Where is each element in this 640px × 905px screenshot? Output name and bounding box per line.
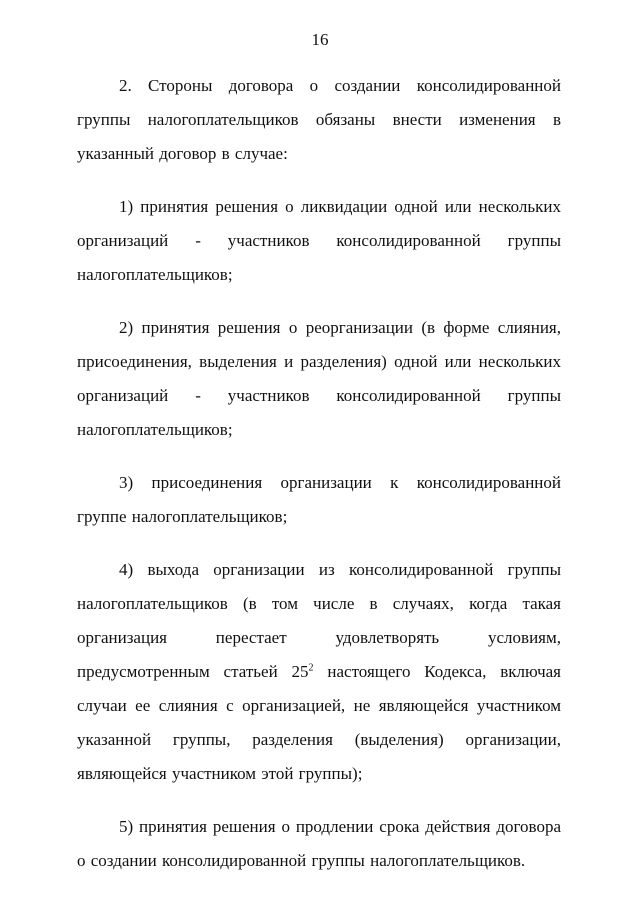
list-item-1: 1) принятия решения о ликвидации одной или нескольких организаций - участников консолидированной группы налогоплательщиков; [77,197,561,284]
paragraph-2-intro: 2. Стороны договора о создании консолидированной группы налогоплательщиков обязаны внести изменения в указанный договор в случае: [77,76,561,163]
list-item-4-text-end: настоящего Кодекса, включая случаи ее слияния с организацией, не являющейся участником указанной группы, разделения (выделения) организации, являющейся участником этой группы); [77,662,561,783]
page-number: 16 [311,30,329,49]
list-item-4 [77,553,561,791]
article-superscript: 2 [308,662,314,674]
document-body [77,69,561,878]
list-item-5: 5) принятия решения о продлении срока действия договора о создании консолидированной группы налогоплательщиков. [77,817,561,870]
list-item-4-text-start: 4) выхода организации из консолидированной группы налогоплательщиков (в том числе в случаях, когда такая организация перестает удовлетворять условиям, предусмотренным статьей 25 [77,560,561,681]
list-item-2: 2) принятия решения о реорганизации (в форме слияния, присоединения, выделения и разделения) одной или нескольких организаций - участников консолидированной группы налогоплательщиков; [77,318,561,439]
list-item-3: 3) присоединения организации к консолидированной группе налогоплательщиков; [77,473,561,526]
